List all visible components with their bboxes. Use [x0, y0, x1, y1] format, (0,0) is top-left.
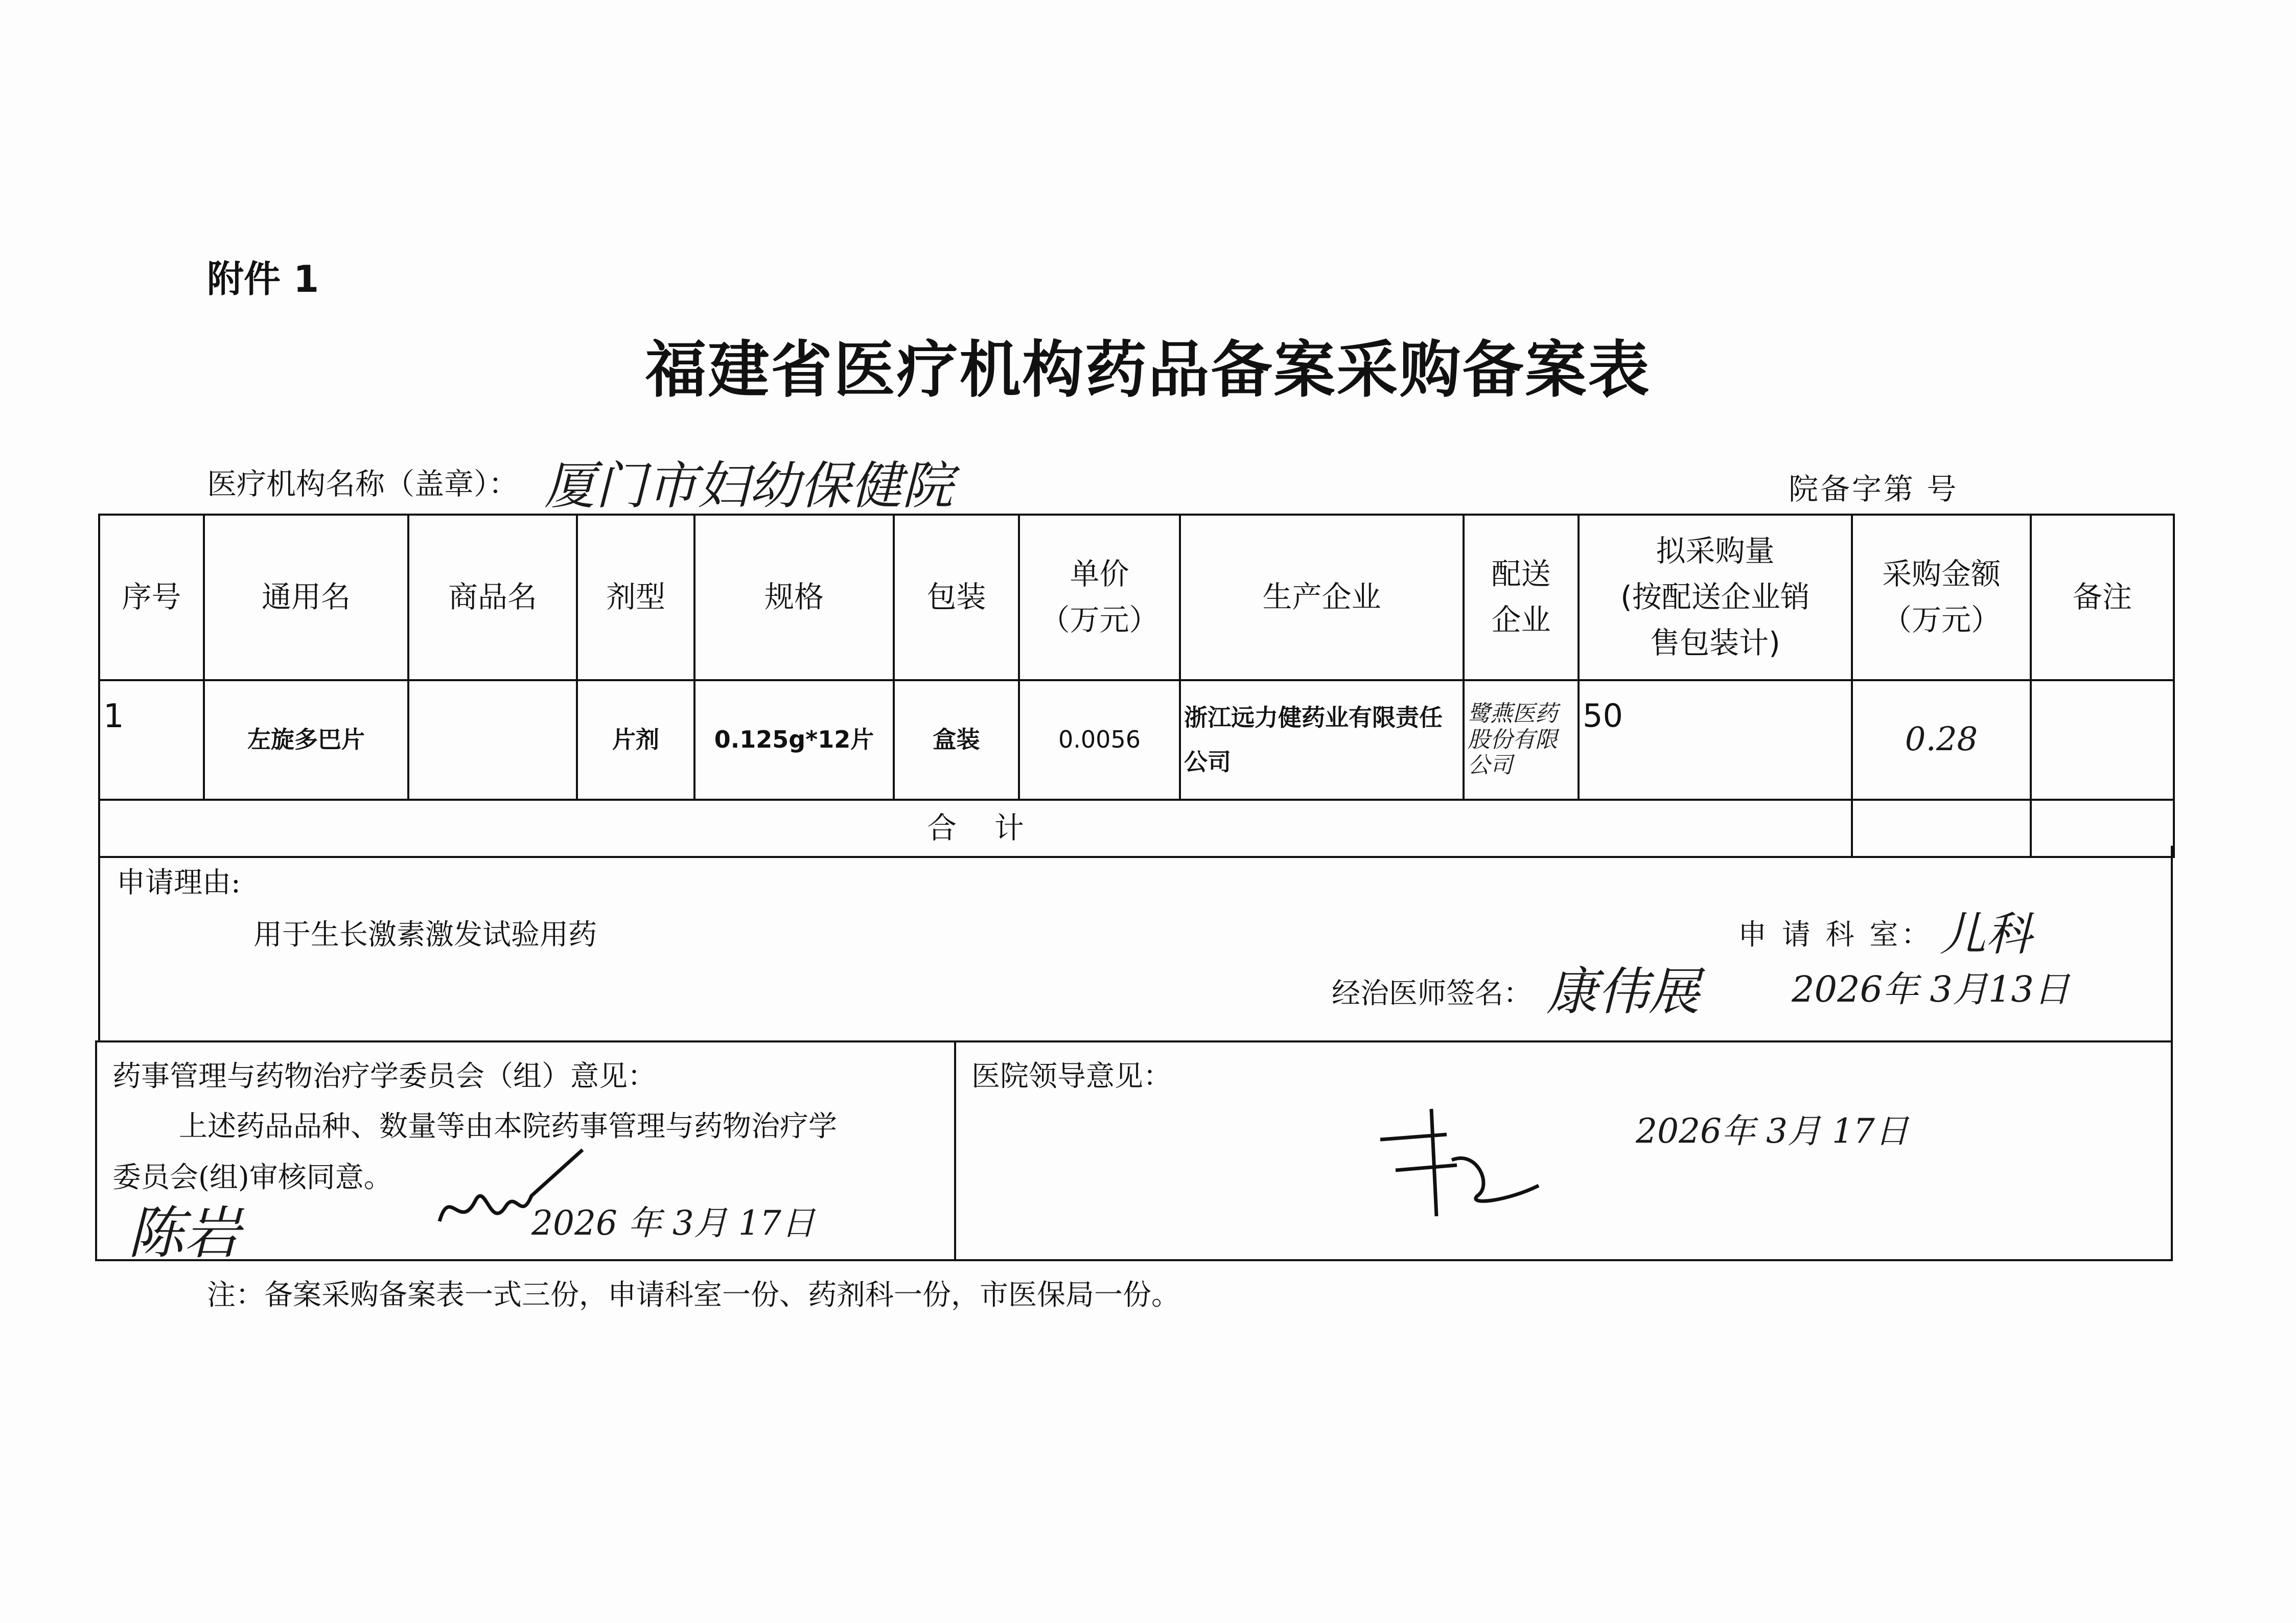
attachment-label: 附件 1	[207, 258, 319, 300]
doctor-sign-label: 经治医师签名：	[1332, 977, 1532, 1010]
cell-trade-name	[408, 680, 577, 800]
col-header-unit-price: 单价 （万元）	[1019, 515, 1180, 680]
reason-label: 申请理由:	[117, 866, 241, 899]
committee-text-line2: 委员会(组)审核同意。	[112, 1161, 392, 1194]
cell-amount-handwritten: 0.28	[1852, 680, 2031, 800]
leader-label: 医院领导意见：	[971, 1060, 1172, 1093]
doctor-sign-date: 2026年 3月13日	[1792, 968, 2070, 1010]
cell-no: 1	[99, 680, 204, 800]
cell-unit-price: 0.0056	[1019, 680, 1180, 800]
col-header-distributor: 配送 企业	[1464, 515, 1579, 680]
doctor-signature: 康伟展	[1546, 962, 1700, 1022]
col-header-dosage-form: 剂型	[577, 515, 694, 680]
department-label: 申 请 科 室：	[1738, 918, 1933, 952]
cell-quantity: 50	[1579, 680, 1852, 800]
committee-opinion-section	[95, 1040, 956, 1266]
department-handwritten: 儿科	[1940, 908, 2032, 961]
file-number: 院备字第 号	[1789, 472, 1959, 506]
col-header-spec: 规格	[694, 515, 894, 680]
application-reason-section	[98, 846, 2173, 1042]
committee-date: 2026 年 3月 17日	[531, 1203, 815, 1243]
footnote: 注：备案采购备案表一式三份，申请科室一份、药剂科一份，市医保局一份。	[207, 1279, 1180, 1312]
cell-manufacturer: 浙江远力健药业有限责任公司	[1180, 680, 1464, 800]
col-header-manufacturer: 生产企业	[1180, 515, 1464, 680]
cell-spec: 0.125g*12片	[694, 680, 894, 800]
table-header-row	[99, 515, 2174, 680]
col-header-package: 包装	[894, 515, 1019, 680]
document-title: 福建省医疗机构药品备案采购备案表	[645, 334, 1651, 406]
committee-label: 药事管理与药物治疗学委员会（组）意见：	[112, 1060, 656, 1093]
col-header-no: 序号	[99, 515, 204, 680]
leader-signature-scribble	[1375, 1099, 1544, 1221]
hospital-leader-opinion-section	[954, 1040, 2173, 1261]
leader-date: 2026年 3月 17日	[1636, 1111, 1909, 1151]
col-header-quantity: 拟采购量 (按配送企业销 售包装计)	[1579, 515, 1852, 680]
cell-package: 盒装	[894, 680, 1019, 800]
institution-label: 医疗机构名称（盖章）：	[207, 467, 519, 501]
table-row	[99, 680, 2174, 800]
cell-remark	[2031, 680, 2174, 800]
institution-name-handwritten: 厦门市妇幼保健院	[544, 456, 953, 516]
reason-text: 用于生长激素激发试验用药	[253, 918, 597, 952]
col-header-amount: 采购金额 （万元）	[1852, 515, 2031, 680]
committee-signature: 陈岩	[128, 1200, 240, 1266]
committee-text-line1: 上述药品品种、数量等由本院药事管理与药物治疗学	[179, 1110, 837, 1143]
cell-dosage-form: 片剂	[577, 680, 694, 800]
col-header-remark: 备注	[2031, 515, 2174, 680]
cell-distributor-handwritten: 鹭燕医药股份有限公司	[1464, 680, 1579, 800]
procurement-table	[98, 514, 2175, 858]
col-header-generic-name: 通用名	[204, 515, 408, 680]
col-header-trade-name: 商品名	[408, 515, 577, 680]
cell-generic-name: 左旋多巴片	[204, 680, 408, 800]
total-label: 合 计	[99, 800, 1852, 857]
